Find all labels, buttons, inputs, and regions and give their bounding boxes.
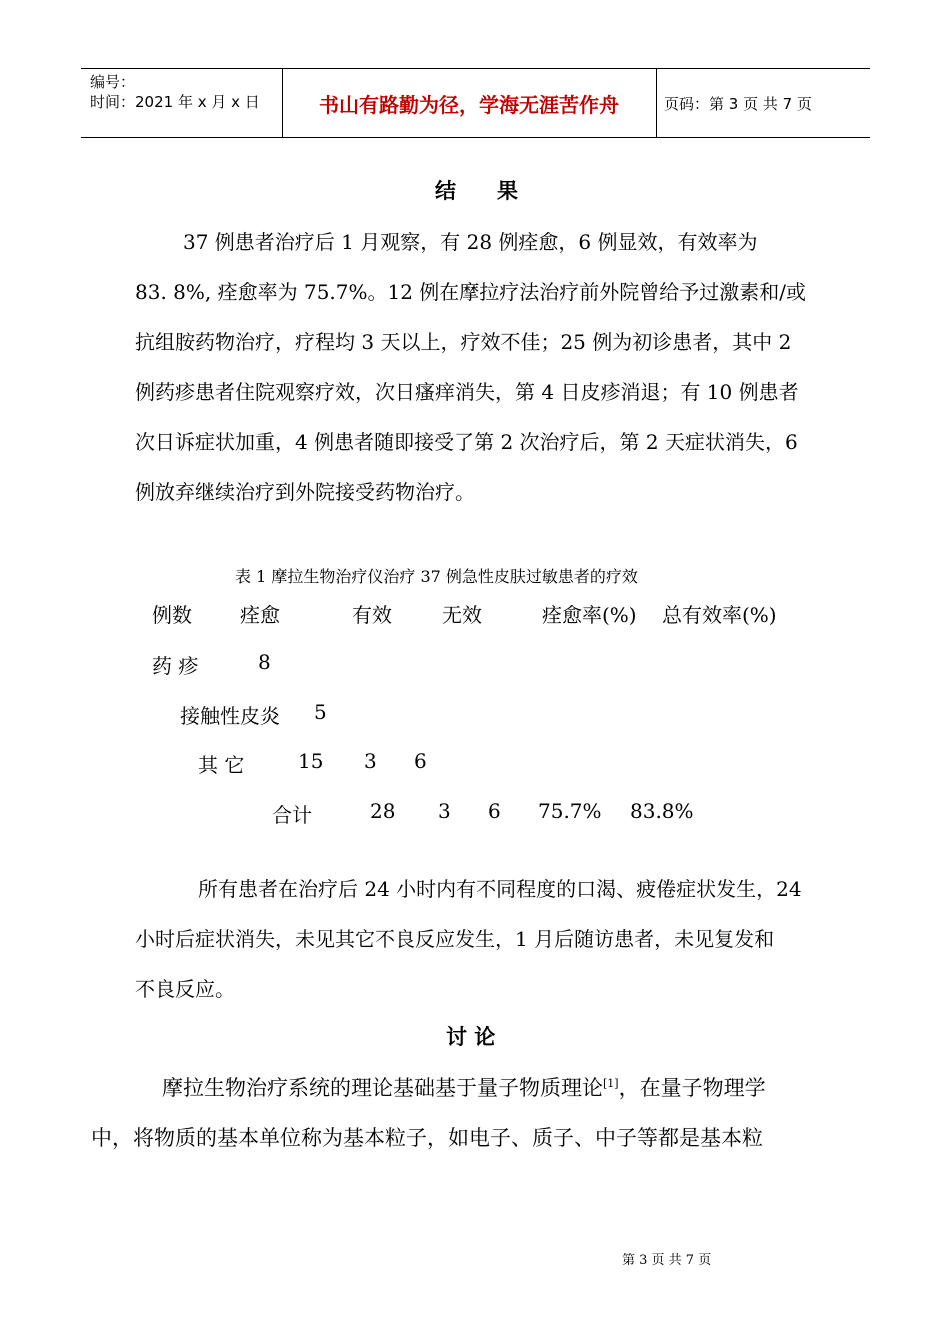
- header-divider-2: [656, 69, 657, 137]
- time-label: 时间：2021 年 x 月 x 日: [90, 93, 260, 111]
- adverse-line-1: 所有患者在治疗后 24 小时内有不同程度的口渴、疲倦症状发生，24: [198, 877, 802, 901]
- header-left-cell: [90, 72, 260, 112]
- table-header-effective: 有效: [352, 603, 392, 627]
- header-motto: 书山有路勤为径，学海无涯苦作舟: [319, 92, 619, 117]
- table-caption: 表 1 摩拉生物治疗仪治疗 37 例急性皮肤过敏患者的疗效: [235, 567, 638, 586]
- adverse-line-3: 不良反应。: [135, 977, 235, 1001]
- citation-ref: [1]: [603, 1077, 619, 1090]
- results-line-5: 次日诉症状加重，4 例患者随即接受了第 2 次治疗后，第 2 天症状消失，6: [135, 430, 798, 454]
- results-line-1: 37 例患者治疗后 1 月观察，有 28 例痊愈，6 例显效，有效率为: [183, 230, 758, 254]
- table-cell: 8: [258, 650, 271, 674]
- table-row-label-drug-rash: 药 疹: [152, 654, 199, 678]
- adverse-line-2: 小时后症状消失，未见其它不良反应发生，1 月后随访患者，未见复发和: [135, 927, 775, 951]
- table-header-cure-rate: 痊愈率(%): [542, 603, 637, 627]
- results-line-6: 例放弃继续治疗到外院接受药物治疗。: [135, 480, 475, 504]
- table-cell: 6: [414, 749, 427, 773]
- table-header-cured: 痊愈: [240, 603, 280, 627]
- table-cell: 3: [438, 799, 451, 823]
- table-row-label-contact-dermatitis: 接触性皮炎: [180, 704, 280, 728]
- discussion-line-2: 中，将物质的基本单位称为基本粒子，如电子、质子、中子等都是基本粒: [91, 1126, 763, 1150]
- table-cell: 3: [364, 749, 377, 773]
- page-info: 页码：第 3 页 共 7 页: [664, 95, 812, 113]
- discussion-line-1: [162, 1072, 766, 1102]
- results-title-1: 结: [435, 178, 456, 203]
- results-line-2: 83. 8%, 痊愈率为 75.7%。12 例在摩拉疗法治疗前外院曾给予过激素和/或: [135, 280, 807, 304]
- table-cell: 75.7%: [538, 799, 602, 823]
- table-row-label-other: 其 它: [198, 753, 245, 777]
- table-cell: 28: [370, 799, 396, 823]
- results-title-2: 果: [497, 178, 518, 203]
- table-cell: 6: [488, 799, 501, 823]
- page-footer: 第 3 页 共 7 页: [622, 1253, 712, 1268]
- table-header-cases: 例数: [152, 603, 192, 627]
- discussion-line-1-text: 摩拉生物治疗系统的理论基础基于量子物质理论: [162, 1076, 603, 1100]
- header-table: [81, 68, 870, 138]
- table-row-label-total: 合计: [272, 803, 312, 827]
- number-label: 编号：: [90, 73, 136, 91]
- discussion-title: 讨 论: [446, 1024, 496, 1049]
- results-line-3: 抗组胺药物治疗，疗程均 3 天以上，疗效不佳；25 例为初诊患者，其中 2: [135, 330, 792, 354]
- table-header-total-rate: 总有效率(%): [662, 603, 777, 627]
- discussion-line-1-tail: ，在量子物理学: [618, 1076, 766, 1100]
- table-cell: 5: [314, 700, 327, 724]
- table-header-ineffective: 无效: [442, 603, 482, 627]
- table-cell: 83.8%: [630, 799, 694, 823]
- results-line-4: 例药疹患者住院观察疗效，次日瘙痒消失，第 4 日皮疹消退；有 10 例患者: [135, 380, 799, 404]
- table-cell: 15: [298, 749, 324, 773]
